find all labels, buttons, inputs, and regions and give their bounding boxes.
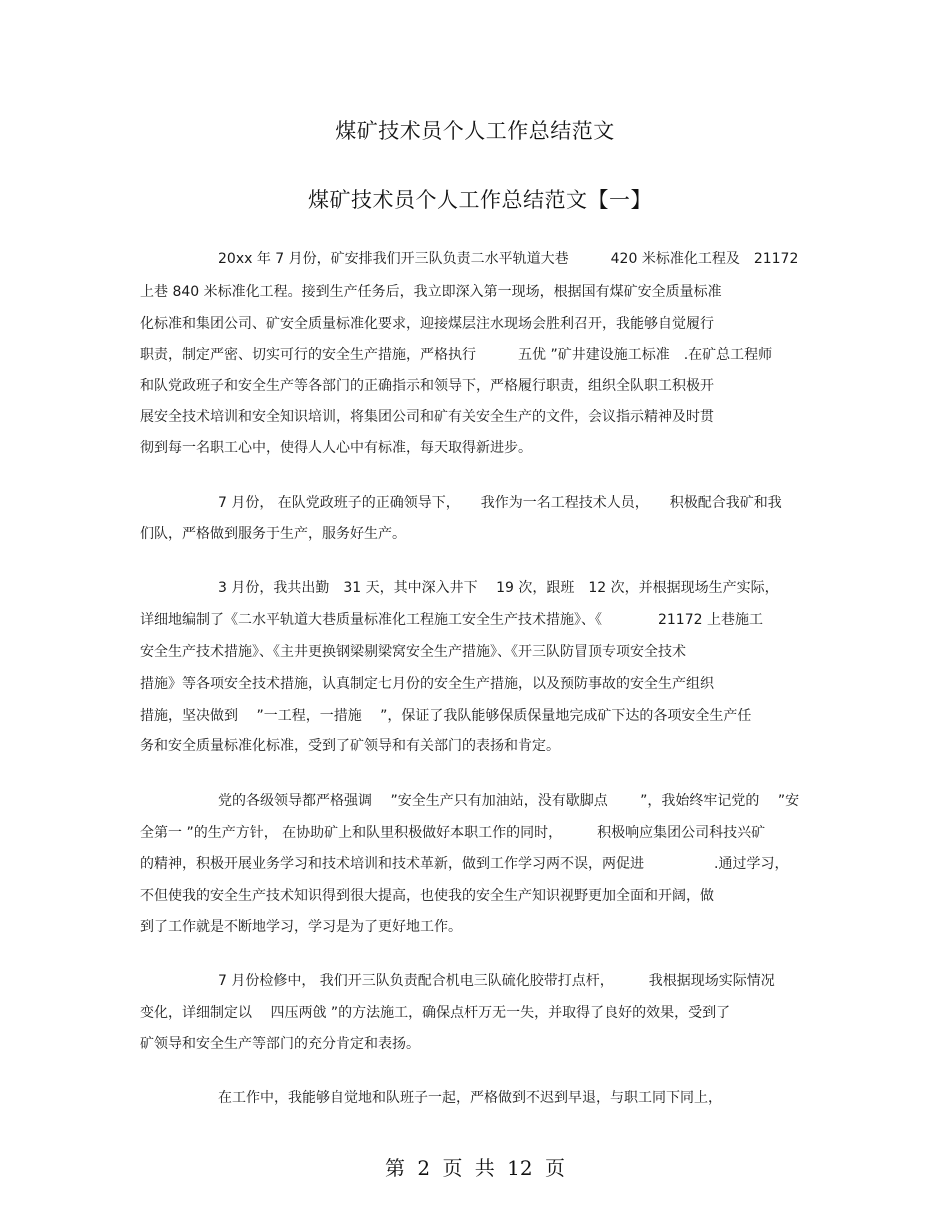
body-line: 措施》等各项安全技术措施，认真制定七月份的安全生产措施，以及预防事故的安全生产组织 (140, 676, 714, 692)
body-line: 和队党政班子和安全生产等各部门的正确指示和领导下，严格履行职责，组织全队职工积极开 (140, 378, 714, 394)
body-line: 职责，制定严密、切实可行的安全生产措施，严格执行 五优 ”矿井建设施工标准 .在矿总工程师 (140, 347, 773, 363)
body-line: 化标准和集团公司、矿安全质量标准化要求，迎接煤层注水现场会胜利召开，我能够自觉履行 (140, 316, 714, 332)
body-line: 务和安全质量标准化标准，受到了矿领导和有关部门的表扬和肯定。 (140, 738, 560, 754)
body-line: 展安全技术培训和安全知识培训，将集团公司和矿有关安全生产的文件，会议指示精神及时贯 (140, 409, 714, 425)
body-line: 上巷 840 米标准化工程。接到生产任务后，我立即深入第一现场，根据国有煤矿安全质量标准 (140, 284, 722, 300)
body-line: 全第一 ”的生产方针， 在协助矿上和队里积极做好本职工作的同时， 积极响应集团公司科技兴矿 (140, 825, 766, 841)
body-line: 彻到每一名职工心中，使得人人心中有标准，每天取得新进步。 (140, 440, 532, 456)
page-number-footer: 第 2 页 共 12 页 (385, 1156, 565, 1180)
body-line: 措施，坚决做到 ”一工程，一措施 ”，保证了我队能够保质保量地完成矿下达的各项安全生产任 (140, 708, 752, 724)
document-subtitle: 煤矿技术员个人工作总结范文【一】 (308, 188, 652, 212)
body-line: 矿领导和安全生产等部门的充分肯定和表扬。 (140, 1036, 420, 1052)
body-line: 到了工作就是不断地学习，学习是为了更好地工作。 (140, 919, 462, 935)
body-line: 3 月份，我共出勤 31 天，其中深入井下 19 次，跟班 12 次，并根据现场生产实际， (218, 580, 779, 596)
document-title: 煤矿技术员个人工作总结范文 (335, 119, 615, 143)
body-line: 7 月份检修中， 我们开三队负责配合机电三队硫化胶带打点杆， 我根据现场实际情况 (218, 973, 775, 989)
body-line: 的精神，积极开展业务学习和技术培训和技术革新，做到工作学习两不误，两促进 .通过学习， (140, 856, 789, 872)
body-line: 变化，详细制定以 四压两戗 ”的方法施工，确保点杆万无一失，并取得了良好的效果，受到了 (140, 1005, 731, 1021)
body-line: 详细地编制了《二水平轨道大巷质量标准化工程施工安全生产技术措施》、《 21172 上巷施工 (140, 612, 763, 628)
body-line: 7 月份， 在队党政班子的正确领导下， 我作为一名工程技术人员， 积极配合我矿和我 (218, 495, 782, 511)
body-line: 党的各级领导都严格强调 ”安全生产只有加油站，没有歇脚点 ”，我始终牢记党的 ”安 (218, 793, 800, 809)
body-line: 20xx 年 7 月份，矿安排我们开三队负责二水平轨道大巷 420 米标准化工程及 21172 (218, 251, 799, 267)
body-line: 安全生产技术措施》、《主井更换钢梁剔梁窝安全生产措施》、《开三队防冒顶专项安全技术 (140, 644, 686, 660)
body-line: 们队，严格做到服务于生产，服务好生产。 (140, 526, 406, 542)
body-line: 不但使我的安全生产技术知识得到很大提高，也使我的安全生产知识视野更加全面和开阔，做 (140, 888, 714, 904)
body-line: 在工作中，我能够自觉地和队班子一起，严格做到不迟到早退，与职工同下同上， (218, 1090, 722, 1106)
